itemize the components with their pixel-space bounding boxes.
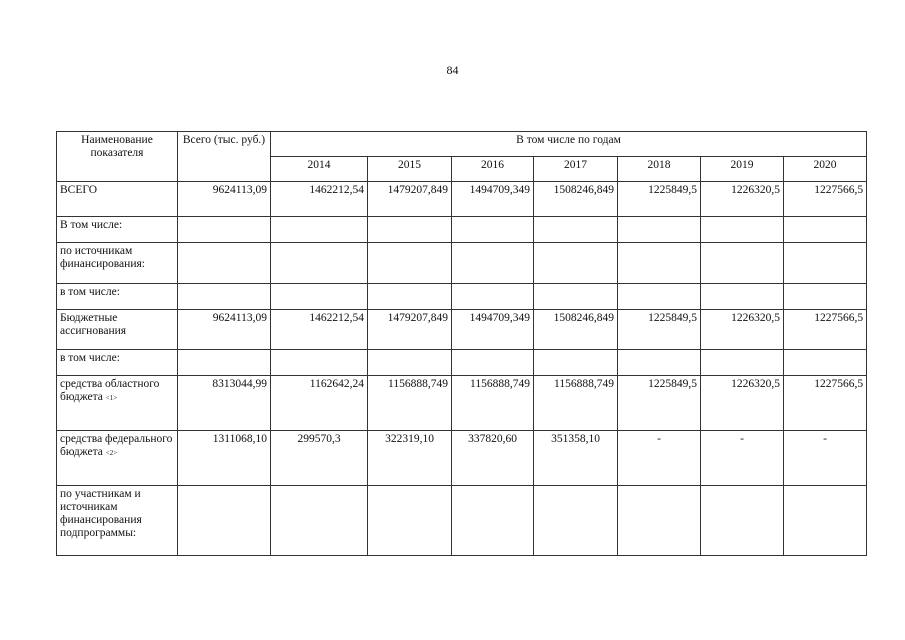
- row-value: [271, 217, 368, 243]
- header-total: Всего (тыс. руб.): [178, 132, 271, 182]
- row-label-text: средства областного бюджета: [60, 378, 160, 403]
- row-value: -: [618, 431, 701, 486]
- row-value: 1156888,749: [368, 376, 452, 431]
- row-value: [271, 284, 368, 310]
- row-label: ВСЕГО: [57, 182, 178, 217]
- row-value: [618, 284, 701, 310]
- row-value: 1462212,54: [271, 182, 368, 217]
- row-total: [178, 243, 271, 284]
- row-total: 1311068,10: [178, 431, 271, 486]
- row-value: [271, 486, 368, 556]
- row-value: [534, 284, 618, 310]
- row-value: [452, 350, 534, 376]
- row-value: [784, 217, 867, 243]
- table-row: [57, 284, 867, 310]
- row-value: [534, 350, 618, 376]
- header-year: 2017: [534, 157, 618, 182]
- footnote-marker: <2>: [105, 449, 118, 457]
- table-row: [57, 350, 867, 376]
- row-value: [534, 486, 618, 556]
- row-value: [368, 350, 452, 376]
- row-label: в том числе:: [57, 350, 178, 376]
- row-label: Бюджетные ассигнования: [57, 310, 178, 350]
- row-value: [368, 486, 452, 556]
- header-years-group: В том числе по годам: [271, 132, 867, 157]
- row-total: [178, 217, 271, 243]
- row-value: [452, 486, 534, 556]
- row-value: 1479207,849: [368, 182, 452, 217]
- row-label: в том числе:: [57, 284, 178, 310]
- table-row: [57, 431, 867, 486]
- row-value: 337820,60: [452, 431, 534, 486]
- row-total: 9624113,09: [178, 182, 271, 217]
- row-value: [701, 243, 784, 284]
- row-total: 8313044,99: [178, 376, 271, 431]
- row-value: [271, 350, 368, 376]
- page-number: 84: [446, 63, 459, 77]
- row-value: [534, 243, 618, 284]
- row-value: [452, 243, 534, 284]
- row-label: по участникам и источникам финансирования подпрограммы:: [57, 486, 178, 556]
- row-value: [701, 486, 784, 556]
- row-value: [368, 284, 452, 310]
- row-value: 1227566,5: [784, 310, 867, 350]
- table-row: [57, 486, 867, 556]
- row-value: 322319,10: [368, 431, 452, 486]
- header-year: 2014: [271, 157, 368, 182]
- row-value: 1226320,5: [701, 376, 784, 431]
- row-label: В том числе:: [57, 217, 178, 243]
- row-value: 1162642,24: [271, 376, 368, 431]
- row-value: 1462212,54: [271, 310, 368, 350]
- row-value: 1226320,5: [701, 182, 784, 217]
- row-value: 1225849,5: [618, 376, 701, 431]
- row-total: [178, 284, 271, 310]
- row-total: [178, 486, 271, 556]
- row-label: по источникам финансирования:: [57, 243, 178, 284]
- row-label: [57, 431, 178, 486]
- row-value: 299570,3: [271, 431, 368, 486]
- row-label: [57, 376, 178, 431]
- row-total: [178, 350, 271, 376]
- row-value: -: [701, 431, 784, 486]
- row-value: 1156888,749: [534, 376, 618, 431]
- header-year: 2019: [701, 157, 784, 182]
- header-indicator-name: Наименование показателя: [57, 132, 178, 182]
- row-value: -: [784, 431, 867, 486]
- row-value: [618, 243, 701, 284]
- row-value: [618, 217, 701, 243]
- row-value: [784, 284, 867, 310]
- row-value: [618, 350, 701, 376]
- row-value: 1494709,349: [452, 182, 534, 217]
- row-value: 1508246,849: [534, 182, 618, 217]
- row-value: 1225849,5: [618, 182, 701, 217]
- row-value: 1508246,849: [534, 310, 618, 350]
- table-row: [57, 182, 867, 217]
- row-value: [701, 217, 784, 243]
- row-value: [271, 243, 368, 284]
- header-year: 2016: [452, 157, 534, 182]
- footnote-marker: <1>: [105, 394, 118, 402]
- row-total: 9624113,09: [178, 310, 271, 350]
- row-value: 1227566,5: [784, 376, 867, 431]
- row-value: [452, 217, 534, 243]
- row-value: [534, 217, 618, 243]
- row-value: [618, 486, 701, 556]
- row-value: 1156888,749: [452, 376, 534, 431]
- row-value: [784, 486, 867, 556]
- row-value: [784, 350, 867, 376]
- row-value: 1226320,5: [701, 310, 784, 350]
- header-year: 2020: [784, 157, 867, 182]
- row-value: 351358,10: [534, 431, 618, 486]
- row-value: 1227566,5: [784, 182, 867, 217]
- row-value: [452, 284, 534, 310]
- row-value: [368, 243, 452, 284]
- table-row: [57, 243, 867, 284]
- row-value: [701, 284, 784, 310]
- row-value: [368, 217, 452, 243]
- row-value: 1479207,849: [368, 310, 452, 350]
- row-value: [701, 350, 784, 376]
- row-label-text: средства федерального бюджета: [60, 433, 173, 458]
- table-row: [57, 310, 867, 350]
- table-header: [57, 132, 867, 182]
- table-row: [57, 217, 867, 243]
- row-value: 1494709,349: [452, 310, 534, 350]
- header-year: 2018: [618, 157, 701, 182]
- row-value: 1225849,5: [618, 310, 701, 350]
- row-value: [784, 243, 867, 284]
- header-year: 2015: [368, 157, 452, 182]
- table-row: [57, 376, 867, 431]
- financing-table: [56, 131, 867, 556]
